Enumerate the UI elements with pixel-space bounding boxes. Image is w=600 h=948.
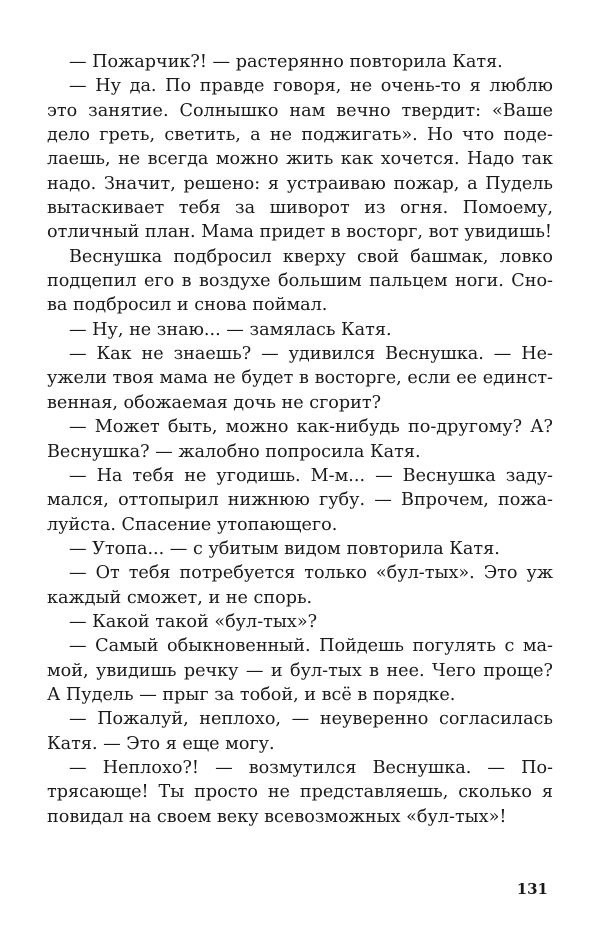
paragraph: — Утопа... — с убитым видом повторила Катя.	[69, 538, 500, 559]
page-number: 131	[516, 880, 548, 898]
paragraph: — Ну да. По правде говоря, не очень-то я люблю это занятие. Солнышко нам вечно твердит: «Ваше дело греть, светить, а не поджигать». Но что поделаешь, не всегда можно жить как хочется. Надо так надо. Значит, решено: я устраиваю пожар, а Пудель вытаскивает тебя за шиворот из огня. Помоему, отличный план. Мама придет в восторг, вот увидишь!	[47, 76, 553, 243]
paragraph: — Может быть, можно как-нибудь по-другому? А? Веснушка? — жалобно попросила Катя.	[47, 417, 553, 462]
paragraph: — Пожалуй, неплохо, — неуверенно согласилась Катя. — Это я еще могу.	[47, 709, 553, 754]
book-page-text	[47, 50, 553, 829]
paragraph: — Ну, не знаю... — замялась Катя.	[69, 319, 392, 340]
paragraph: — На тебя не угодишь. М-м... — Веснушка задумался, оттопырил нижнюю губу. — Впрочем, пожалуйста. Спасение утопающего.	[47, 465, 553, 535]
paragraph: Веснушка подбросил кверху свой башмак, ловко подцепил его в воздухе большим пальцем ноги. Снова подбросил и снова поймал.	[47, 246, 553, 316]
paragraph: — Какой такой «бул-тых»?	[69, 611, 318, 632]
paragraph: — Как не знаешь? — удивился Веснушка. — Неужели твоя мама не будет в восторге, если ее единственная, обожаемая дочь не сгорит?	[47, 344, 553, 413]
paragraph: — От тебя потребуется только «бул-тых». Это уж каждый сможет, и не спорь.	[47, 563, 553, 608]
paragraph: — Неплохо?! — возмутился Веснушка. — Потрясающе! Ты просто не представляешь, сколько я повидал на своем веку всевозможных «бул-тых»!	[47, 757, 553, 827]
paragraph: — Самый обыкновенный. Пойдешь погулять с мамой, увидишь речку — и бул-тых в нее. Чего проще? А Пудель — прыг за тобой, и всё в порядке.	[47, 636, 553, 705]
paragraph: — Пожарчик?! — растерянно повторила Катя.	[69, 52, 503, 72]
